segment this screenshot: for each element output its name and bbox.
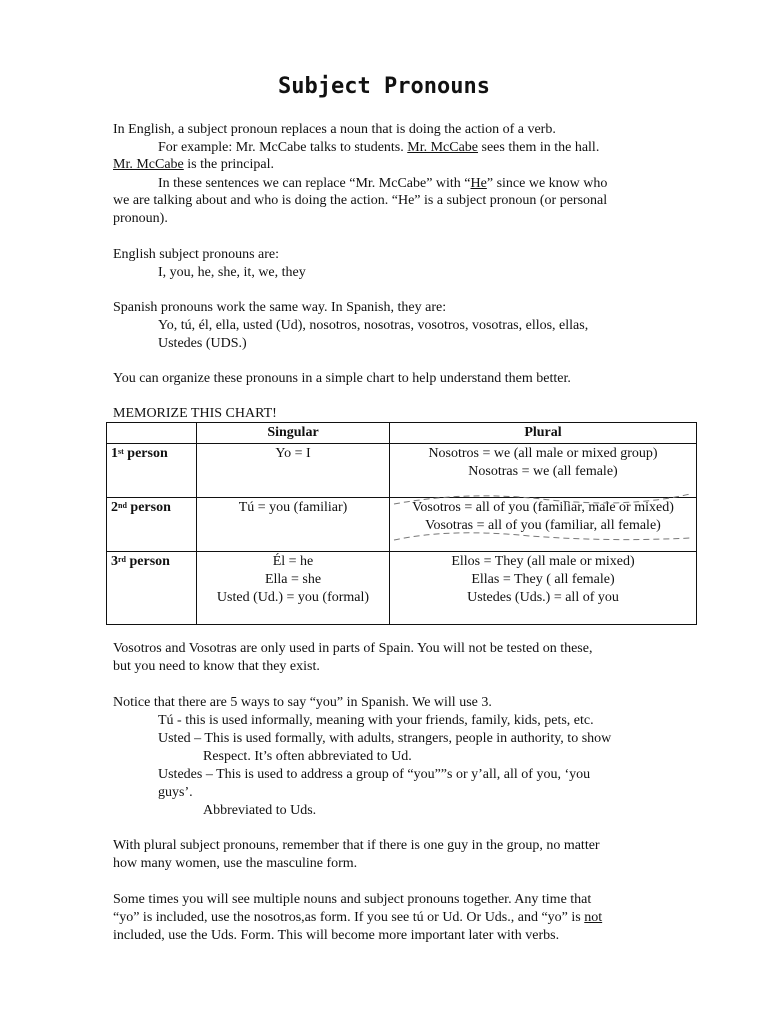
underlined-name: Mr. McCabe: [407, 140, 479, 155]
person-word: person: [126, 554, 170, 569]
person-word: person: [123, 446, 168, 461]
pronoun-entry: Él = he: [272, 554, 314, 569]
singular-cell: [197, 552, 390, 625]
underlined-not: not: [584, 910, 603, 925]
memorize-heading: MEMORIZE THIS CHART!: [113, 406, 277, 421]
intro-text: In these sentences we can replace “Mr. McCabe” with “: [158, 176, 471, 191]
pronoun-entry: Nosotras = we (all female): [468, 464, 618, 479]
spanish-heading: Spanish pronouns work the same way. In Spanish, they are:: [113, 300, 447, 315]
pronoun-entry: Ella = she: [264, 572, 322, 587]
singular-cell: [197, 444, 390, 498]
person-number: 2: [111, 500, 118, 515]
chart-row-third-person: [107, 552, 697, 625]
english-heading: English subject pronouns are:: [113, 247, 280, 262]
intro-text: sees them in the hall.: [478, 140, 600, 155]
you-ways-5: Ustedes – This is used to address a group of “you””s or y’all, all of you, ‘you: [158, 767, 591, 782]
singular-cell: [197, 498, 390, 552]
you-ways-2: Tú - this is used informally, meaning with your friends, family, kids, pets, etc.: [158, 713, 594, 728]
chart-header-plural: Plural: [390, 423, 697, 444]
plural-cell: [390, 444, 697, 498]
multiple-note-1: Some times you will see multiple nouns and subject pronouns together. Any time that: [113, 892, 592, 907]
chart-header-row: [107, 423, 697, 444]
pronoun-entry: Vosotros = all of you (familiar, male or mixed): [412, 500, 674, 515]
intro-line-3: [113, 156, 274, 174]
intro-line-6: pronoun).: [113, 211, 168, 226]
pronoun-entry: Nosotros = we (all male or mixed group): [428, 446, 658, 461]
intro-text: For example: Mr. McCabe talks to students.: [158, 140, 408, 155]
intro-line-5: we are talking about and who is doing the action. “He” is a subject pronoun (or personal: [113, 193, 608, 208]
person-number: 1: [111, 446, 118, 461]
you-ways-7: Abbreviated to Uds.: [203, 803, 317, 818]
person-word: person: [126, 500, 171, 515]
intro-line-4: [158, 175, 607, 193]
pronoun-entry: Vosotras = all of you (familiar, all female): [425, 518, 661, 533]
person-ordinal: st: [118, 447, 124, 456]
you-ways-4: Respect. It’s often abbreviated to Ud.: [203, 749, 412, 764]
chart-header-blank: [107, 423, 197, 444]
plural-note-2: how many women, use the masculine form.: [113, 856, 358, 871]
spanish-list-1: Yo, tú, él, ella, usted (Ud), nosotros, nosotras, vosotros, vosotras, ellos, ellas,: [158, 318, 589, 333]
chart-header-singular: Singular: [197, 423, 390, 444]
pronoun-entry: Usted (Ud.) = you (formal): [216, 590, 370, 605]
plural-note-1: With plural subject pronouns, remember that if there is one guy in the group, no matter: [113, 838, 600, 853]
plural-cell: [390, 552, 697, 625]
intro-line-2: [158, 139, 599, 157]
person-label: [107, 498, 197, 552]
person-label: [107, 552, 197, 625]
vosotros-note-1: Vosotros and Vosotras are only used in parts of Spain. You will not be tested on these,: [113, 641, 593, 656]
chart-row-first-person: [107, 444, 697, 498]
vosotros-note-2: but you need to know that they exist.: [113, 659, 320, 674]
dashed-bracket-mark: [390, 492, 696, 548]
multiple-note-3: included, use the Uds. Form. This will become more important later with verbs.: [113, 928, 560, 943]
you-ways-6: guys’.: [158, 785, 193, 800]
person-label: [107, 444, 197, 498]
underlined-he: He: [470, 176, 487, 191]
person-ordinal: rd: [118, 555, 126, 564]
you-ways-1: Notice that there are 5 ways to say “you” in Spanish. We will use 3.: [113, 695, 492, 710]
pronoun-entry: Ellos = They (all male or mixed): [451, 554, 635, 569]
pronoun-entry: Yo = I: [275, 446, 311, 461]
multiple-note-2: [113, 909, 602, 927]
spanish-list-2: Ustedes (UDS.): [158, 336, 247, 351]
you-ways-3: Usted – This is used formally, with adults, strangers, people in authority, to show: [158, 731, 612, 746]
person-number: 3: [111, 554, 118, 569]
pronoun-entry: Tú = you (familiar): [238, 500, 348, 515]
intro-line-1: In English, a subject pronoun replaces a noun that is doing the action of a verb.: [113, 122, 556, 137]
underlined-name: Mr. McCabe: [113, 157, 184, 172]
intro-text: is the principal.: [183, 157, 274, 172]
page-title: Subject Pronouns: [278, 74, 490, 99]
intro-text: ” since we know who: [486, 176, 608, 191]
note-text: “yo” is included, use the nosotros,as form. If you see tú or Ud. Or Uds., and “yo” is: [113, 910, 585, 925]
english-list: I, you, he, she, it, we, they: [158, 265, 306, 280]
pronoun-entry: Ellas = They ( all female): [471, 572, 615, 587]
pronoun-entry: Ustedes (Uds.) = all of you: [467, 590, 619, 605]
organize-text: You can organize these pronouns in a simple chart to help understand them better.: [113, 371, 571, 386]
person-ordinal: nd: [118, 501, 127, 510]
